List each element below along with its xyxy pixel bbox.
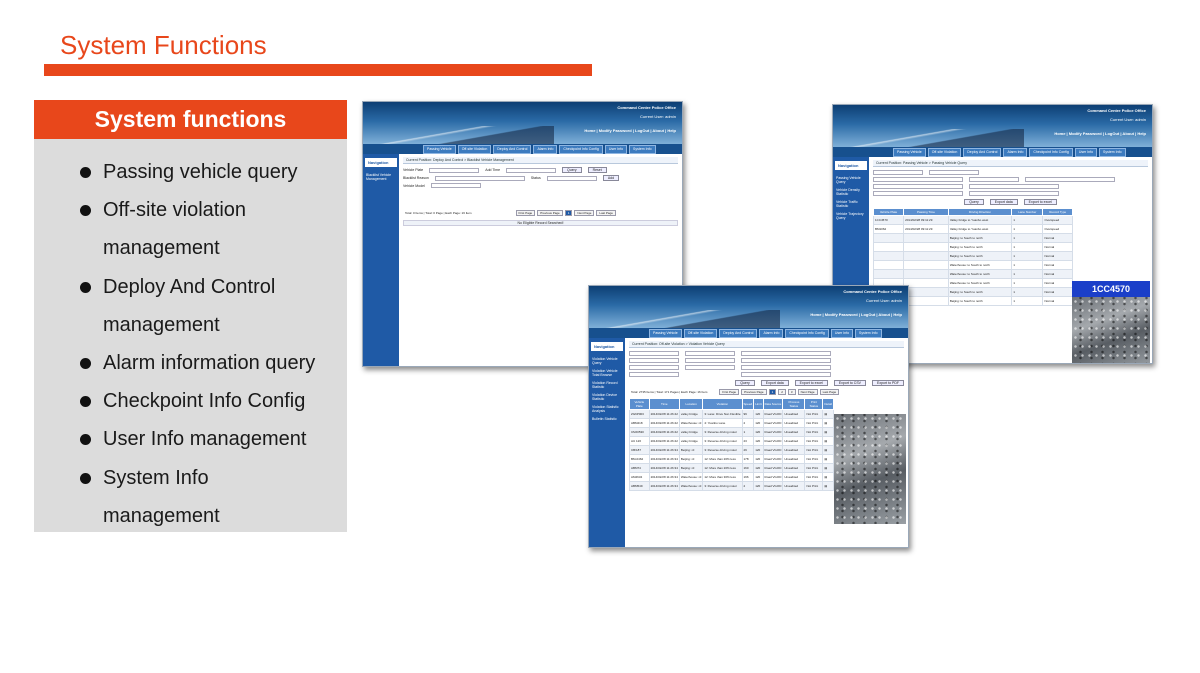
header-links: Home | Modify Password | LogOut | About | Help [810, 312, 902, 317]
tab-off-site-violation[interactable]: Off-site Violation [928, 148, 962, 157]
table-row[interactable]: Beijing: to South to north 1 Normal [874, 288, 1073, 297]
table-row[interactable]: Waterhouse: to South to north 1 Normal [874, 279, 1073, 288]
bullet-icon [80, 205, 91, 216]
direction-select[interactable] [741, 365, 831, 370]
tab-user-info[interactable]: User Info [605, 145, 627, 154]
table-row[interactable]: AU 126 2014/02/28 11:26:42 valley bridge 3: Reverse driving motor 23 120 Road VGOD Unaudited Not Print ▤ [630, 437, 834, 446]
tab-system-info[interactable]: System Info [855, 329, 881, 338]
police-location-select[interactable] [873, 184, 963, 189]
current-user: Current User: admin [1109, 117, 1146, 122]
export-excel-button[interactable]: Export to excel [1024, 199, 1057, 205]
examine-select[interactable] [685, 365, 735, 370]
list-item: Off-site violation management [80, 191, 330, 267]
list-item: Passing vehicle query [80, 153, 330, 191]
sidebar-item-passing-query[interactable]: Passing Vehicle Query [836, 176, 861, 184]
column-header: Lane Number [1012, 209, 1043, 216]
violation-table [629, 398, 834, 491]
prev-page-button[interactable]: Previous Page [537, 210, 563, 216]
table-row[interactable]: Beijing: to South to north 1 Normal [874, 297, 1073, 306]
side-title: Navigation [591, 342, 623, 351]
sidebar-item-traffic[interactable]: Vehicle Traffic Statistic [836, 200, 858, 208]
tab-user-info[interactable]: User Info [831, 329, 853, 338]
main-area [625, 338, 908, 547]
location-select[interactable] [873, 177, 963, 182]
tab-alarm-info[interactable]: Alarm Info [533, 145, 557, 154]
table-row[interactable]: Beijing: to South to north 1 Normal [874, 252, 1073, 261]
main-area [869, 157, 1152, 363]
detail-icon[interactable]: ▤ [823, 410, 834, 419]
sidebar-item-record-statistic[interactable]: Violation Record Statistic [592, 381, 618, 389]
column-header: Violation [703, 399, 742, 410]
plate-banner: 1CC4570 [1072, 281, 1150, 297]
export-data-button[interactable]: Export data [990, 199, 1018, 205]
title-rule [44, 64, 592, 76]
org-name: Command Centre Police Office [617, 105, 676, 110]
table-row[interactable]: Waterhouse: to South to north 1 Normal [874, 261, 1073, 270]
tab-off-site-violation[interactable]: Off-site Violation [684, 329, 718, 338]
column-header: Vehicle Plate [874, 209, 904, 216]
tab-passing-vehicle[interactable]: Passing Vehicle [893, 148, 926, 157]
app-nav [363, 144, 682, 154]
tab-alarm-info[interactable]: Alarm Info [759, 329, 783, 338]
column-header: Time [649, 399, 679, 410]
sidebar-item-trajectory[interactable]: Vehicle Trajectory Query [836, 212, 864, 220]
sidebar-item-violation-query[interactable]: Violation Vehicle Query [592, 357, 618, 365]
vehicle-plate-input[interactable] [929, 170, 979, 175]
tab-deploy-control[interactable]: Deploy And Control [493, 145, 531, 154]
passing-time-input[interactable] [873, 170, 923, 175]
header-links: Home | Modify Password | LogOut | About | Help [1054, 131, 1146, 136]
query-button[interactable]: Query [964, 199, 984, 205]
org-name: Command Centre Police Office [843, 289, 902, 294]
table-row[interactable]: ABM549 2014/02/28 11:26:34 Waterhouse: rd 3: Reverse driving motor 2 120 Road VGOD Unaudited Not Print ▤ [630, 482, 834, 491]
pager [403, 210, 678, 216]
tab-passing-vehicle[interactable]: Passing Vehicle [649, 329, 682, 338]
first-page-button[interactable]: First Page [719, 389, 739, 395]
bullet-icon [80, 473, 91, 484]
add-time-input[interactable] [506, 168, 556, 173]
record-type-select[interactable] [1025, 177, 1115, 182]
field-label: Vehicle Model [403, 183, 425, 188]
tab-checkpoint-config[interactable]: Checkpoint Info Config [1029, 148, 1072, 157]
direction-select[interactable] [969, 184, 1059, 189]
total-text: Total: 2735 Items | Total: 171 Pages | Each Page: 16 Item [631, 390, 708, 394]
tab-checkpoint-config[interactable]: Checkpoint Info Config [559, 145, 602, 154]
reason-select[interactable] [435, 176, 525, 181]
prev-page-button[interactable]: Previous Page [741, 389, 767, 395]
detail-icon[interactable]: ▤ [823, 464, 834, 473]
column-header: Passing Time [904, 209, 949, 216]
table-row[interactable]: CMJ0530 2014/02/28 11:26:42 valley bridge 3: Reverse driving motor 1 120 Road VGOD Unaudited Not Print ▤ [630, 428, 834, 437]
app-nav [589, 328, 908, 338]
vehicle-plate-input[interactable] [629, 358, 679, 363]
table-row[interactable]: CB/187 2014/02/28 11:26:34 Beijing: rd 3: Reverse driving motor 29 120 Road VGOD Unaudited Not Print ▤ [630, 446, 834, 455]
tab-user-info[interactable]: User Info [1075, 148, 1097, 157]
breadcrumb: Current Position: Deploy And Control > Blacklist Vehicle Management [403, 157, 678, 164]
sidebar-item-density[interactable]: Vehicle Density Statistic [836, 188, 860, 196]
tab-system-info[interactable]: System Info [629, 145, 655, 154]
model-input[interactable] [431, 183, 481, 188]
page-3-button[interactable]: 3 [788, 389, 796, 395]
empty-message: No Eligible Record Searched! [403, 220, 678, 226]
detail-icon[interactable]: ▤ [823, 428, 834, 437]
violation-location-select[interactable] [741, 358, 831, 363]
page-2-button[interactable]: 2 [778, 389, 786, 395]
detail-icon[interactable]: ▤ [823, 482, 834, 491]
org-name: Command Centre Police Office [1087, 108, 1146, 113]
detail-icon[interactable]: ▤ [823, 437, 834, 446]
last-page-button[interactable]: Last Page [820, 389, 840, 395]
field-label: Status [530, 176, 541, 180]
column-header: Location [679, 399, 702, 410]
tab-deploy-control[interactable]: Deploy And Control [963, 148, 1001, 157]
screenshot-violation-query [588, 285, 909, 548]
first-page-button[interactable]: First Page [516, 210, 536, 216]
page-1-button[interactable]: 1 [769, 389, 777, 395]
column-header: Data Source [763, 399, 783, 410]
column-header: Driving Direction [948, 209, 1011, 216]
app-header [363, 102, 682, 144]
add-button[interactable]: Add [603, 175, 619, 181]
breadcrumb: Current Position: Off-site Violation > Violation Vehicle Query [629, 341, 904, 348]
export-excel-button[interactable]: Export to excel [795, 380, 828, 386]
page-1-button[interactable]: 1 [565, 210, 573, 216]
table-row[interactable]: BM1062 2014/02/28 09:11:29 Valley bridge to Yuanbo west 1 Overspeed [874, 225, 1073, 234]
side-title: Navigation [365, 158, 397, 167]
query-button[interactable]: Query [735, 380, 755, 386]
collection-organ-select[interactable] [741, 351, 831, 356]
sidebar-item-blacklist[interactable]: Blacklist Vehicle Management [366, 173, 392, 181]
pager [629, 389, 904, 395]
tab-off-site-violation[interactable]: Off-site Violation [458, 145, 492, 154]
column-header: Limit [754, 399, 763, 410]
side-title: Navigation [835, 161, 867, 170]
table-row[interactable]: Waterhouse: to South to north 1 Normal [874, 270, 1073, 279]
query-button[interactable]: Query [562, 167, 582, 173]
column-header: Vehicle Plate [630, 399, 650, 410]
column-header: Print Status [805, 399, 823, 410]
column-header: Speed [742, 399, 754, 410]
table-row[interactable]: BM-0462 2014/02/28 11:26:34 Beijing: rd 12: More than 20% less 178 120 Road VGOD Unaudited Not Print ▤ [630, 455, 834, 464]
function-list [34, 139, 347, 535]
start-time-input[interactable] [629, 351, 679, 356]
table-row[interactable]: ABM74 2014/02/28 11:26:34 Beijing: rd 12: More than 20% less 160 120 Road VGOD Unaudited Not Print ▤ [630, 464, 834, 473]
plate-input[interactable] [429, 168, 479, 173]
lane-select[interactable] [969, 191, 1059, 196]
breadcrumb: Current Position: Passing Vehicle > Passing Vehicle Query [873, 160, 1148, 167]
next-page-button[interactable]: Next Page [574, 210, 594, 216]
detail-icon[interactable]: ▤ [823, 473, 834, 482]
sidebar-item-device-statistic[interactable]: Violation Device Statistic [592, 393, 618, 401]
bullet-icon [80, 358, 91, 369]
current-user: Current User: admin [639, 114, 676, 119]
bullet-icon [80, 396, 91, 407]
camera-image[interactable] [834, 414, 906, 524]
detail-icon[interactable]: ▤ [823, 446, 834, 455]
sidebar-item-bulletin[interactable]: Bulletin Statistic [592, 417, 617, 421]
table-row[interactable]: ABM418 2014/02/28 11:26:42 Waterhouse: rd 4: Yuanbo Lane 2 120 Road VGOD Unaudited Not Print ▤ [630, 419, 834, 428]
app-header [589, 286, 908, 328]
reset-button[interactable]: Reset [588, 167, 607, 173]
app-header [833, 105, 1152, 147]
processing-status-select[interactable] [629, 365, 679, 370]
column-header: Process Status [783, 399, 805, 410]
printing-status-select[interactable] [629, 372, 679, 377]
sidebar-item-violation-browse[interactable]: Violation Vehicle Total Browse [592, 369, 618, 377]
speed-input[interactable] [969, 177, 1019, 182]
header-links: Home | Modify Password | LogOut | About | Help [584, 128, 676, 133]
table-row[interactable]: ZG6P003 2014/02/28 11:26:42 valley bridge 3: Lane: Drive Non Flexible 99 120 Road VGOD Unaudited Not Print ▤ [630, 410, 834, 419]
field-label: Blacklist Reason [403, 176, 429, 180]
side-nav [589, 338, 625, 547]
export-data-button[interactable]: Export data [761, 380, 789, 386]
side-nav [363, 154, 399, 366]
list-item: Checkpoint Info Config [80, 382, 330, 420]
field-label: Vehicle Plate [403, 168, 424, 172]
column-header: Record Type [1043, 209, 1073, 216]
tab-passing-vehicle[interactable]: Passing Vehicle [423, 145, 456, 154]
field-label: Add Time [485, 168, 501, 172]
list-item: Deploy And Control management [80, 268, 330, 344]
current-user: Current User: admin [865, 298, 902, 303]
export-csv-button[interactable]: Export to CSV [834, 380, 866, 386]
tab-deploy-control[interactable]: Deploy And Control [719, 329, 757, 338]
bullet-icon [80, 167, 91, 178]
table-row[interactable]: Beijing: to South to north 1 Normal [874, 243, 1073, 252]
camera-image[interactable] [1072, 297, 1150, 363]
table-row[interactable]: 1CC4570 2014/02/28 09:11:29 Valley bridge to Yuanbo west 1 Overspeed [874, 216, 1073, 225]
page-title: System Functions [60, 30, 267, 60]
functions-panel [34, 100, 347, 532]
table-row[interactable]: AM4634 2014/02/28 11:26:34 Waterhouse: rd 12: More than 30% less 196 120 Road VGOD Unaudited Not Print ▤ [630, 473, 834, 482]
bullet-icon [80, 282, 91, 293]
detail-icon[interactable]: ▤ [823, 455, 834, 464]
column-header: Detail [823, 399, 834, 410]
section-select[interactable] [873, 191, 963, 196]
bullet-icon [80, 434, 91, 445]
next-page-button[interactable]: Next Page [798, 389, 818, 395]
app-nav [833, 147, 1152, 157]
export-pdf-button[interactable]: Export to PDF [872, 380, 904, 386]
data-source-select[interactable] [685, 358, 735, 363]
tab-checkpoint-config[interactable]: Checkpoint Info Config [785, 329, 828, 338]
list-item: User Info management [80, 420, 330, 458]
violation-select[interactable] [741, 372, 831, 377]
total-text: Total: 0 Items | Total: 0 Page | Each Page: 16 Item [405, 211, 472, 215]
end-time-input[interactable] [685, 351, 735, 356]
panel-heading: System functions [34, 100, 347, 139]
status-select[interactable] [547, 176, 597, 181]
tab-alarm-info[interactable]: Alarm Info [1003, 148, 1027, 157]
last-page-button[interactable]: Last Page [596, 210, 616, 216]
table-row[interactable]: Beijing: to South to north 1 Normal [874, 234, 1073, 243]
list-item: System Info management [80, 459, 330, 535]
tab-system-info[interactable]: System Info [1099, 148, 1125, 157]
sidebar-item-statistic-analysis[interactable]: Violation Statistic Analysis [592, 405, 619, 413]
list-item: Alarm information query [80, 344, 330, 382]
detail-icon[interactable]: ▤ [823, 419, 834, 428]
